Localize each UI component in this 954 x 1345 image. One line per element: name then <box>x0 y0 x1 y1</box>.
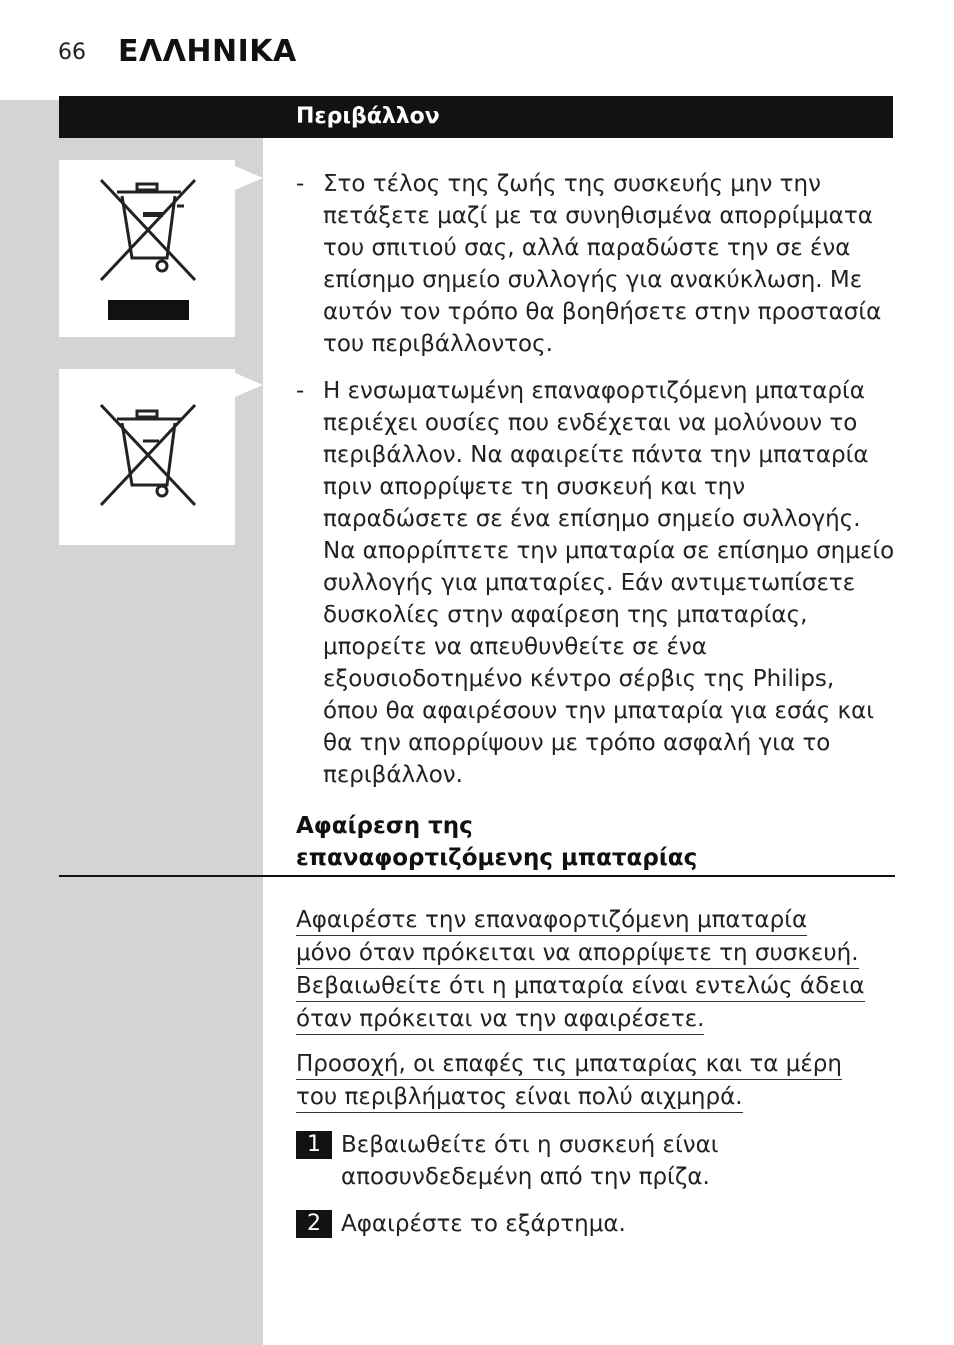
step-number-badge: 2 <box>296 1210 332 1238</box>
heading-line: Αφαίρεση της <box>296 813 473 839</box>
page-number: 66 <box>58 40 86 65</box>
crossed-wheelie-bin-icon <box>59 369 235 545</box>
warning-line: μόνο όταν πρόκειται να απορρίψετε τη συσκευή. <box>296 938 859 969</box>
warning-line: του περιβλήματος είναι πολύ αιχμηρά. <box>296 1082 743 1113</box>
bullet-marker: - <box>296 171 305 197</box>
step-number-badge: 1 <box>296 1131 332 1159</box>
bullet-text: Στο τέλος της ζωής της συσκευής μην την πετάξετε μαζί με τα συνηθισμένα απορρίμματα του σπιτιού σας, αλλά παραδώστε την σε ένα επίσημο σημείο συλλογής για ανακύκλωση. Με αυτόν τον τρόπο θα βοηθήσετε στην προστασία του περιβάλλοντος. <box>323 171 882 357</box>
battery-removal-heading <box>296 810 856 874</box>
bullet-marker: - <box>296 378 305 404</box>
step-text: Βεβαιωθείτε ότι η συσκευή είναι αποσυνδεδεμένη από την πρίζα. <box>341 1132 719 1190</box>
step-text: Αφαιρέστε το εξάρτημα. <box>341 1211 626 1237</box>
warning-line: Προσοχή, οι επαφές τις μπαταρίας και τα μέρη <box>296 1049 842 1080</box>
environment-bullet-disposal <box>296 168 896 360</box>
warning-line: Αφαιρέστε την επαναφορτιζόμενη μπαταρία <box>296 905 807 936</box>
step-item <box>296 1208 896 1240</box>
step-item <box>296 1129 896 1193</box>
section-header-bar <box>59 96 893 138</box>
callout-pointer <box>235 373 263 397</box>
environment-bullet-battery <box>296 375 896 791</box>
warning-sharp-contacts <box>296 1049 896 1115</box>
callout-pointer <box>235 166 263 190</box>
warning-remove-battery <box>296 905 896 1037</box>
weee-symbol-box <box>59 160 235 337</box>
battery-weee-symbol-box <box>59 369 235 545</box>
section-title: Περιβάλλον <box>296 104 440 129</box>
bullet-text: Η ενσωματωμένη επαναφορτιζόμενη μπαταρία περιέχει ουσίες που ενδέχεται να μολύνουν το περιβάλλον. Να αφαιρείτε πάντα την μπαταρία πριν απορρίψετε τη συσκευή και την παραδώσετε σε ένα επίσημο σημείο συλλογής. Να απορρίπτετε την μπαταρία σε επίσημο σημείο συλλογής για μπαταρίες. Εάν αντιμετωπίσετε δυσκολίες στην αφαίρεση της μπαταρίας, μπορείτε να απευθυνθείτε σε ένα εξουσιοδοτημένο κέντρο σέρβις της Philips, όπου θα αφαιρέσουν την μπαταρία για εσάς και θα την απορρίψουν με τρόπο ασφαλή για το περιβάλλον. <box>323 378 895 788</box>
warning-line: Βεβαιωθείτε ότι η μπαταρία είναι εντελώς άδεια <box>296 971 865 1002</box>
heading-line: επαναφορτιζόμενης μπαταρίας <box>296 845 698 871</box>
language-heading: ΕΛΛΗΝΙΚΑ <box>118 34 297 69</box>
warning-line: όταν πρόκειται να την αφαιρέσετε. <box>296 1004 704 1035</box>
section-divider <box>59 875 895 877</box>
crossed-wheelie-bin-icon <box>59 160 235 337</box>
